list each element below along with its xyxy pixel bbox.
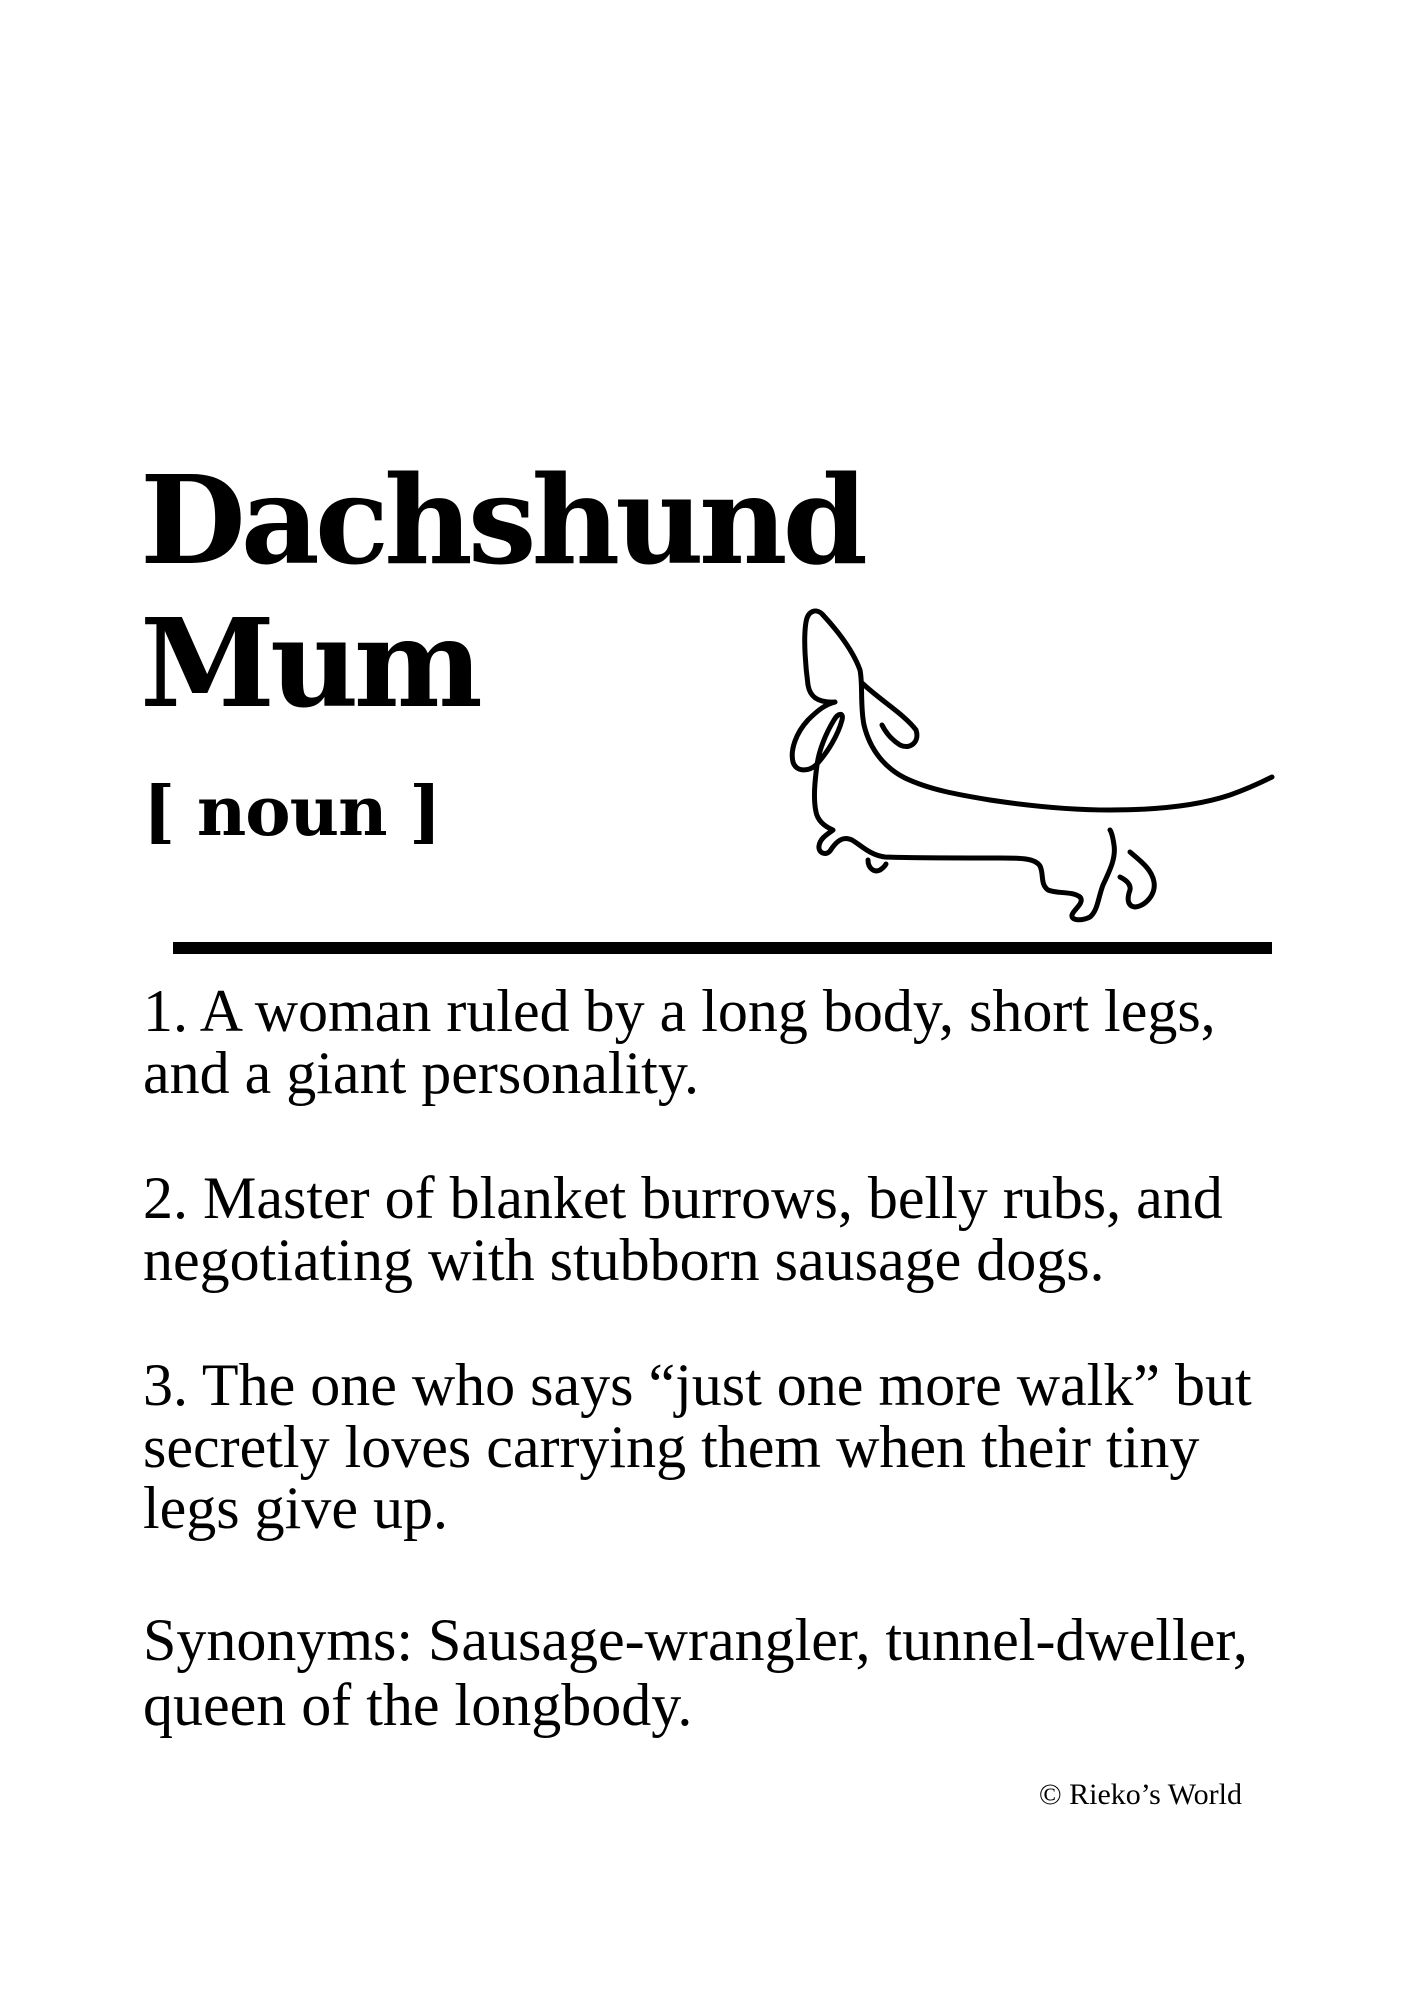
dog-ear [862, 683, 917, 747]
headword-line-1: Dachshund [140, 448, 863, 592]
headword-line-2: Mum [140, 591, 478, 735]
definition-2-line-2: negotiating with stubborn sausage dogs. [143, 1227, 1105, 1293]
definition-1-line-1: 1. A woman ruled by a long body, short legs, [143, 978, 1216, 1044]
dog-back-leg [1120, 852, 1154, 907]
definition-3-line-3: legs give up. [143, 1475, 448, 1541]
synonyms-line-1: Synonyms: Sausage-wrangler, tunnel-dweller, [143, 1607, 1248, 1673]
dog-outline-front [792, 611, 1114, 920]
copyright-credit: © Rieko’s World [1038, 1778, 1242, 1811]
dog-outline-back [823, 615, 1272, 810]
definition-3-line-2: secretly loves carrying them when their tiny [143, 1414, 1200, 1480]
synonyms-line-2: queen of the longbody. [143, 1672, 693, 1738]
part-of-speech: [ noun ] [143, 772, 441, 852]
dog-chest-mark [868, 860, 886, 871]
definition-1-line-2: and a giant personality. [143, 1040, 699, 1106]
definition-2-line-1: 2. Master of blanket burrows, belly rubs, and [143, 1165, 1223, 1231]
divider-rule [173, 942, 1272, 954]
definition-3-line-1: 3. The one who says “just one more walk” but [143, 1352, 1252, 1418]
